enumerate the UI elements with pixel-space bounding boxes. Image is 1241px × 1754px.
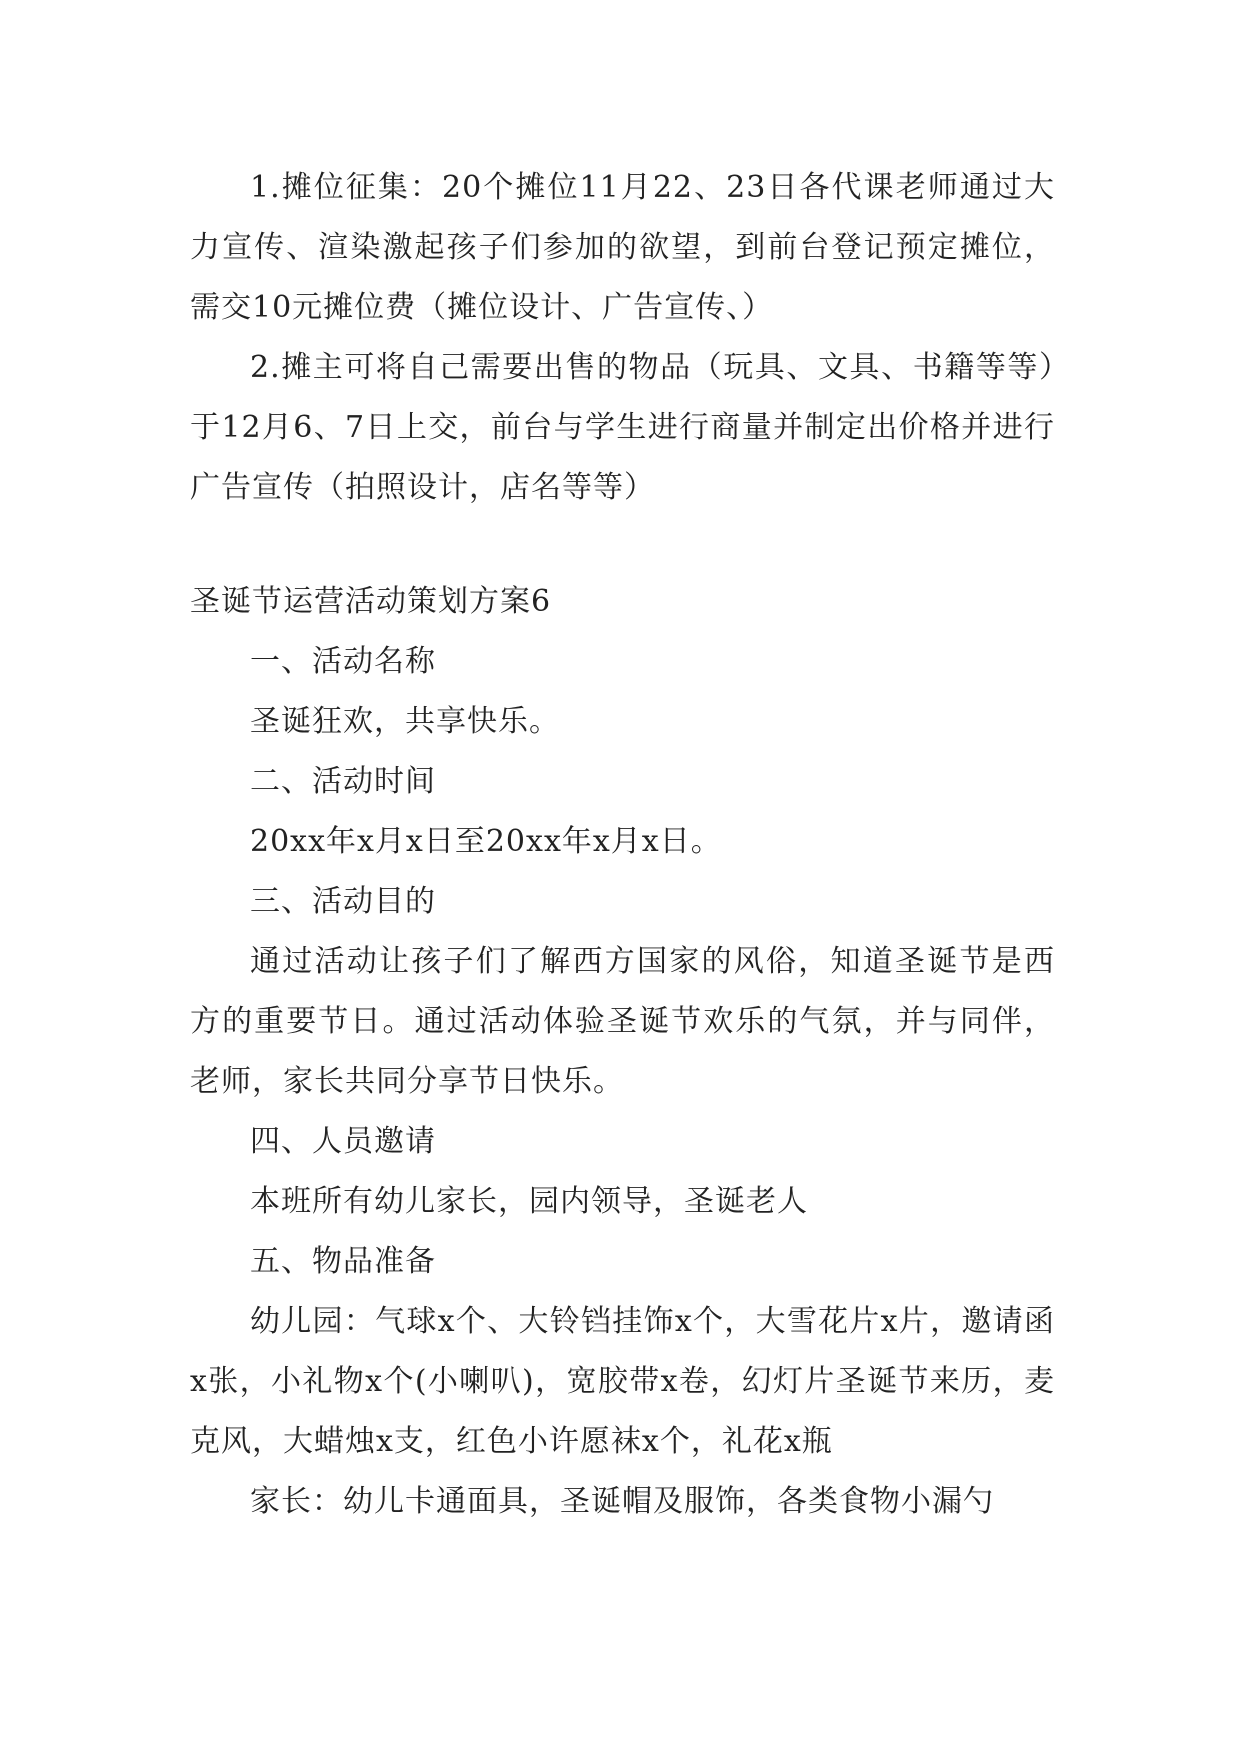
- paragraph-activity-time: 20xx年x月x日至20xx年x月x日。: [250, 824, 722, 859]
- paragraph-activity-name: 圣诞狂欢，共享快乐。: [250, 704, 560, 739]
- section-title: 圣诞节运营活动策划方案6: [190, 584, 552, 619]
- paragraph-booth-collection: 1.摊位征集：20个摊位11月22、23日各代课老师通过大力宣传、渲染激起孩子们参加的欲望，到前台登记预定摊位，需交10元摊位费（摊位设计、广告宣传、）: [190, 170, 1055, 325]
- section-spacer: [190, 518, 1055, 572]
- document-body: [190, 158, 1055, 1532]
- paragraph-parent-materials: 家长：幼儿卡通面具，圣诞帽及服饰，各类食物小漏勺: [250, 1484, 994, 1519]
- paragraph-activity-purpose: 通过活动让孩子们了解西方国家的风俗，知道圣诞节是西方的重要节日。通过活动体验圣诞节欢乐的气氛，并与同伴，老师，家长共同分享节日快乐。: [190, 944, 1055, 1099]
- paragraph-invitations: 本班所有幼儿家长，园内领导，圣诞老人: [250, 1184, 808, 1219]
- heading-activity-time: 二、活动时间: [250, 764, 436, 799]
- heading-activity-name: 一、活动名称: [250, 644, 436, 679]
- heading-invitations: 四、人员邀请: [250, 1124, 436, 1159]
- heading-activity-purpose: 三、活动目的: [250, 884, 436, 919]
- paragraph-booth-owner-items: 2.摊主可将自己需要出售的物品（玩具、文具、书籍等等）于12月6、7日上交，前台与学生进行商量并制定出价格并进行广告宣传（拍照设计，店名等等）: [190, 350, 1055, 505]
- paragraph-kindergarten-materials: 幼儿园：气球x个、大铃铛挂饰x个，大雪花片x片，邀请函x张，小礼物x个(小喇叭)，宽胶带x卷，幻灯片圣诞节来历，麦克风，大蜡烛x支，红色小许愿袜x个，礼花x瓶: [190, 1304, 1055, 1459]
- heading-materials: 五、物品准备: [250, 1244, 436, 1279]
